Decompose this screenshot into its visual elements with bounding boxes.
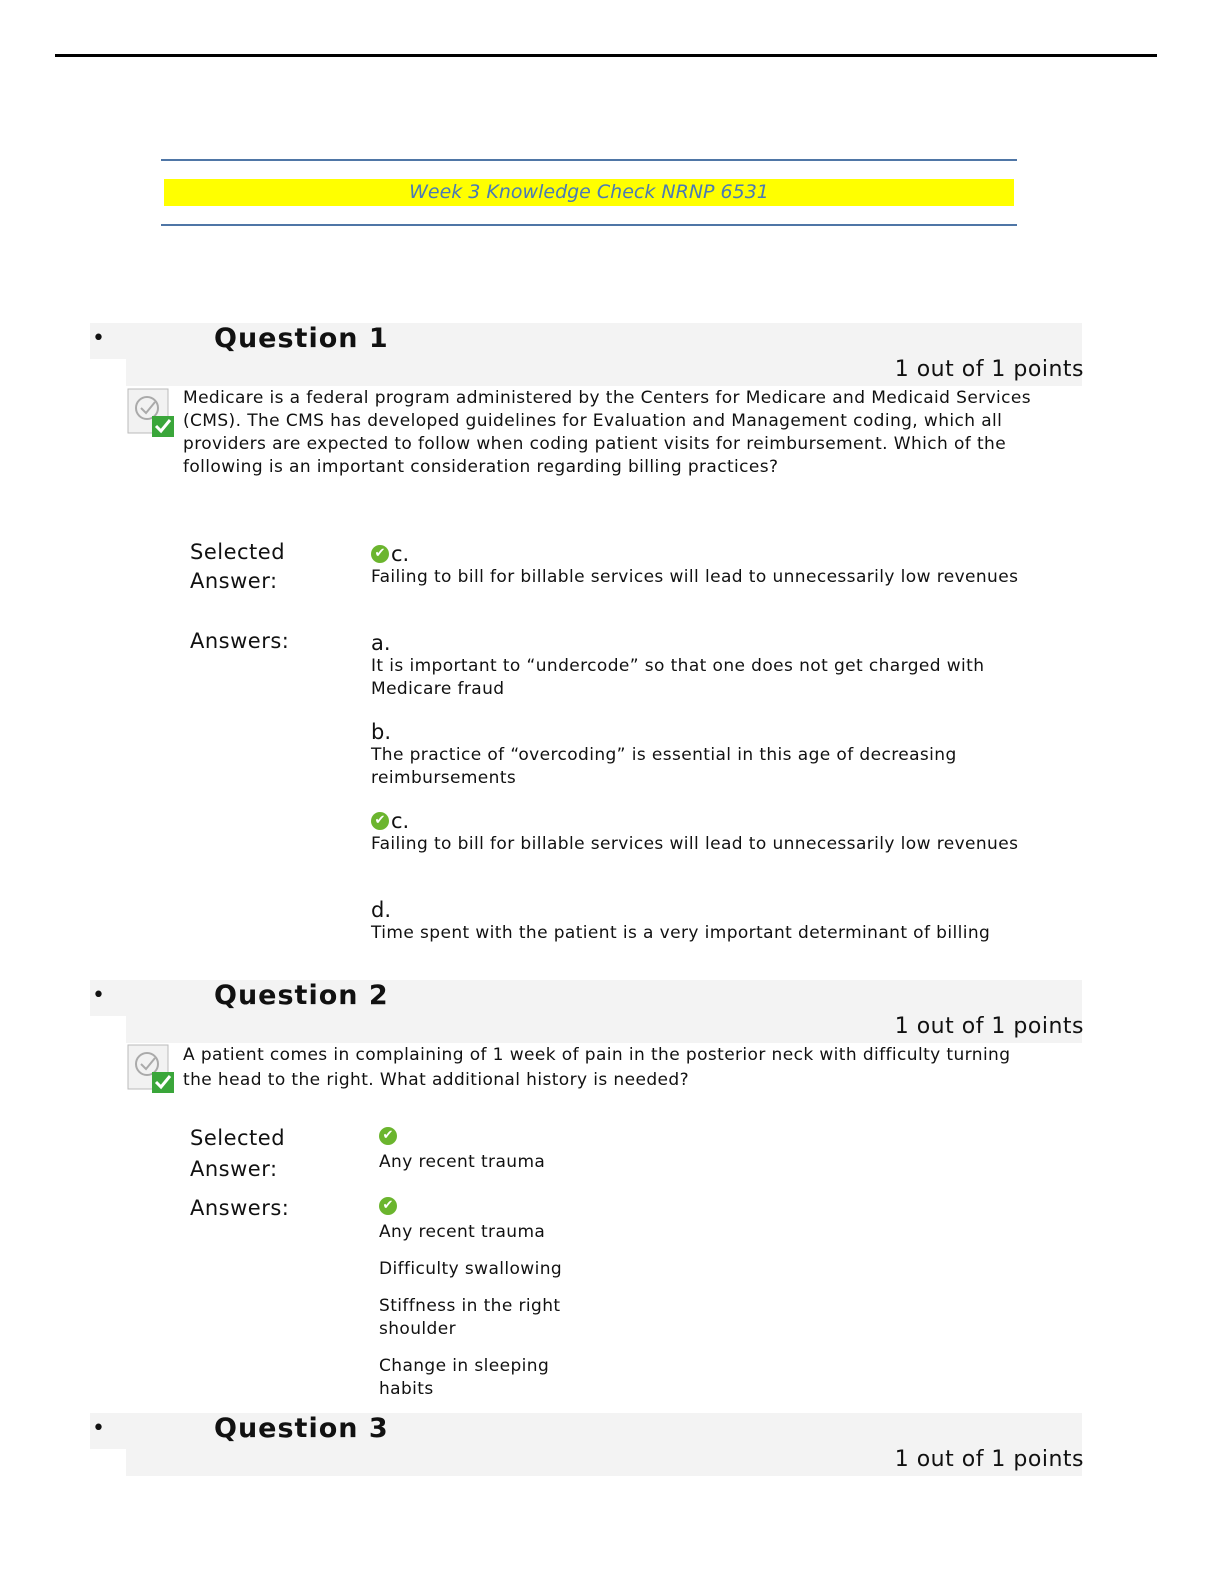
correct-check-icon: ✔ (371, 812, 389, 830)
question-2-answer-1: Any recent trauma (379, 1222, 546, 1242)
question-2-points: 1 out of 1 points (894, 1014, 1084, 1039)
answers-label: Answers: (190, 629, 290, 653)
header-rule-bottom (161, 224, 1017, 226)
question-1-title: Question 1 (214, 323, 389, 354)
title-banner (164, 179, 1014, 206)
question-1-answer-b: b. The practice of “overcoding” is essential in this age of decreasing reimbursements (371, 720, 957, 788)
correct-check-icon: ✔ (379, 1197, 397, 1215)
bullet: • (92, 326, 105, 351)
question-2-answer-2: Difficulty swallowing (379, 1259, 563, 1279)
question-2-answer-list (379, 1197, 599, 1401)
top-rule (55, 54, 1157, 57)
question-1-answer-c: ✔ c. Failing to bill for billable services will lead to unnecessarily low revenues (371, 809, 1019, 854)
correct-check-icon: ✔ (379, 1127, 397, 1145)
bullet: • (92, 983, 105, 1008)
document-title: Week 3 Knowledge Check NRNP 6531 (409, 181, 769, 203)
bullet: • (92, 1416, 105, 1441)
graded-correct-icon (127, 1044, 177, 1094)
question-1-answer-d: d. Time spent with the patient is a very important determinant of billing (371, 898, 991, 943)
answers-label: Answers: (190, 1196, 290, 1220)
question-2-answer-3: Stiffness in the right shoulder (379, 1296, 561, 1339)
question-3-points: 1 out of 1 points (894, 1447, 1084, 1472)
graded-correct-icon (127, 388, 177, 438)
question-2-answer-4: Change in sleeping habits (379, 1356, 550, 1399)
selected-answer-label: Selected Answer: (190, 1126, 286, 1181)
question-3-title: Question 3 (214, 1413, 389, 1444)
question-1-answer-a: a. It is important to “undercode” so that one does not get charged with Medicare fraud (371, 631, 985, 699)
question-2-title: Question 2 (214, 980, 389, 1011)
selected-answer-label: Selected Answer: (190, 540, 286, 593)
header-rule-top (161, 159, 1017, 161)
question-2-text: A patient comes in complaining of 1 week of pain in the posterior neck with difficulty turning the head to the right. What additional history is needed? (183, 1045, 1011, 1090)
question-1-points: 1 out of 1 points (894, 357, 1084, 382)
correct-check-icon: ✔ (371, 545, 389, 563)
question-1-selected-answer: ✔ c. Failing to bill for billable services will lead to unnecessarily low revenues (371, 542, 1019, 587)
question-2-selected-answer: ✔ Any recent trauma (379, 1128, 546, 1172)
question-1-text: Medicare is a federal program administered by the Centers for Medicare and Medicaid Services (CMS). The CMS has developed guidelines for Evaluation and Management coding, which all providers are expected to follow when coding patient visits for reimbursement. Which of the following is an important consideration regarding billing practices? (183, 388, 1032, 477)
